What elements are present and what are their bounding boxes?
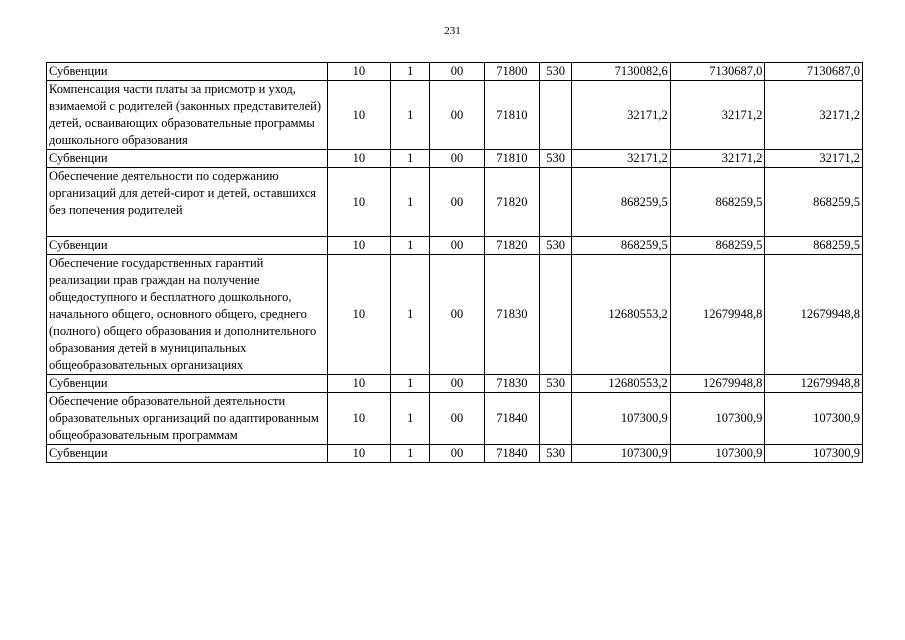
amount-year-1: 868259,5	[572, 237, 671, 255]
expense-type-code: 530	[539, 445, 571, 463]
expense-type-code: 530	[539, 63, 571, 81]
section-code: 10	[327, 168, 390, 237]
amount-year-2: 12679948,8	[670, 375, 765, 393]
amount-year-2: 868259,5	[670, 168, 765, 237]
amount-year-1: 32171,2	[572, 150, 671, 168]
expense-type-code	[539, 168, 571, 237]
target-code: 71820	[484, 237, 539, 255]
amount-year-2: 868259,5	[670, 237, 765, 255]
amount-year-1: 7130082,6	[572, 63, 671, 81]
section-code: 10	[327, 375, 390, 393]
target-code: 71820	[484, 168, 539, 237]
subsection-code: 1	[391, 445, 430, 463]
amount-year-3: 107300,9	[765, 445, 863, 463]
program-code: 00	[430, 393, 484, 445]
subsection-code: 1	[391, 63, 430, 81]
row-name: Субвенции	[47, 150, 328, 168]
table-row	[47, 63, 863, 81]
target-code: 71800	[484, 63, 539, 81]
section-code: 10	[327, 445, 390, 463]
amount-year-1: 107300,9	[572, 445, 671, 463]
subsection-code: 1	[391, 255, 430, 375]
table-row	[47, 445, 863, 463]
budget-table	[46, 62, 863, 463]
expense-type-code: 530	[539, 375, 571, 393]
program-code: 00	[430, 150, 484, 168]
amount-year-3: 7130687,0	[765, 63, 863, 81]
program-code: 00	[430, 168, 484, 237]
amount-year-3: 868259,5	[765, 237, 863, 255]
target-code: 71810	[484, 150, 539, 168]
page-number: 231	[444, 25, 461, 37]
target-code: 71810	[484, 81, 539, 150]
expense-type-code	[539, 393, 571, 445]
table-row	[47, 168, 863, 237]
amount-year-2: 12679948,8	[670, 255, 765, 375]
subsection-code: 1	[391, 81, 430, 150]
row-name: Субвенции	[47, 445, 328, 463]
target-code: 71840	[484, 445, 539, 463]
subsection-code: 1	[391, 237, 430, 255]
amount-year-3: 107300,9	[765, 393, 863, 445]
table-row	[47, 237, 863, 255]
subsection-code: 1	[391, 168, 430, 237]
subsection-code: 1	[391, 393, 430, 445]
amount-year-2: 32171,2	[670, 81, 765, 150]
row-name: Обеспечение государственных гарантий реализации прав граждан на получение общедоступного и бесплатного дошкольного, начального общего, основного общего, среднего (полного) общего образования и дополнительного образования детей в муниципальных общеобразовательных организациях	[47, 255, 328, 375]
expense-type-code: 530	[539, 237, 571, 255]
amount-year-2: 7130687,0	[670, 63, 765, 81]
amount-year-1: 107300,9	[572, 393, 671, 445]
table-row	[47, 150, 863, 168]
section-code: 10	[327, 255, 390, 375]
table-row	[47, 255, 863, 375]
amount-year-1: 868259,5	[572, 168, 671, 237]
amount-year-3: 12679948,8	[765, 255, 863, 375]
amount-year-1: 32171,2	[572, 81, 671, 150]
amount-year-1: 12680553,2	[572, 255, 671, 375]
amount-year-2: 107300,9	[670, 393, 765, 445]
subsection-code: 1	[391, 375, 430, 393]
table-row	[47, 81, 863, 150]
program-code: 00	[430, 63, 484, 81]
program-code: 00	[430, 445, 484, 463]
section-code: 10	[327, 237, 390, 255]
amount-year-3: 868259,5	[765, 168, 863, 237]
amount-year-3: 12679948,8	[765, 375, 863, 393]
expense-type-code: 530	[539, 150, 571, 168]
section-code: 10	[327, 393, 390, 445]
target-code: 71830	[484, 375, 539, 393]
program-code: 00	[430, 81, 484, 150]
amount-year-3: 32171,2	[765, 81, 863, 150]
section-code: 10	[327, 150, 390, 168]
subsection-code: 1	[391, 150, 430, 168]
row-name: Компенсация части платы за присмотр и уход, взимаемой с родителей (законных представителей) детей, осваивающих образовательные программы дошкольного образования	[47, 81, 328, 150]
program-code: 00	[430, 255, 484, 375]
program-code: 00	[430, 237, 484, 255]
table-row	[47, 375, 863, 393]
table-row	[47, 393, 863, 445]
amount-year-2: 107300,9	[670, 445, 765, 463]
target-code: 71830	[484, 255, 539, 375]
amount-year-3: 32171,2	[765, 150, 863, 168]
row-name: Субвенции	[47, 375, 328, 393]
row-name: Субвенции	[47, 63, 328, 81]
expense-type-code	[539, 81, 571, 150]
row-name: Обеспечение образовательной деятельности образовательных организаций по адаптированным общеобразовательным программам	[47, 393, 328, 445]
expense-type-code	[539, 255, 571, 375]
amount-year-2: 32171,2	[670, 150, 765, 168]
row-name: Субвенции	[47, 237, 328, 255]
section-code: 10	[327, 81, 390, 150]
section-code: 10	[327, 63, 390, 81]
row-name: Обеспечение деятельности по содержанию организаций для детей-сирот и детей, оставшихся без попечения родителей	[47, 168, 328, 237]
target-code: 71840	[484, 393, 539, 445]
amount-year-1: 12680553,2	[572, 375, 671, 393]
program-code: 00	[430, 375, 484, 393]
